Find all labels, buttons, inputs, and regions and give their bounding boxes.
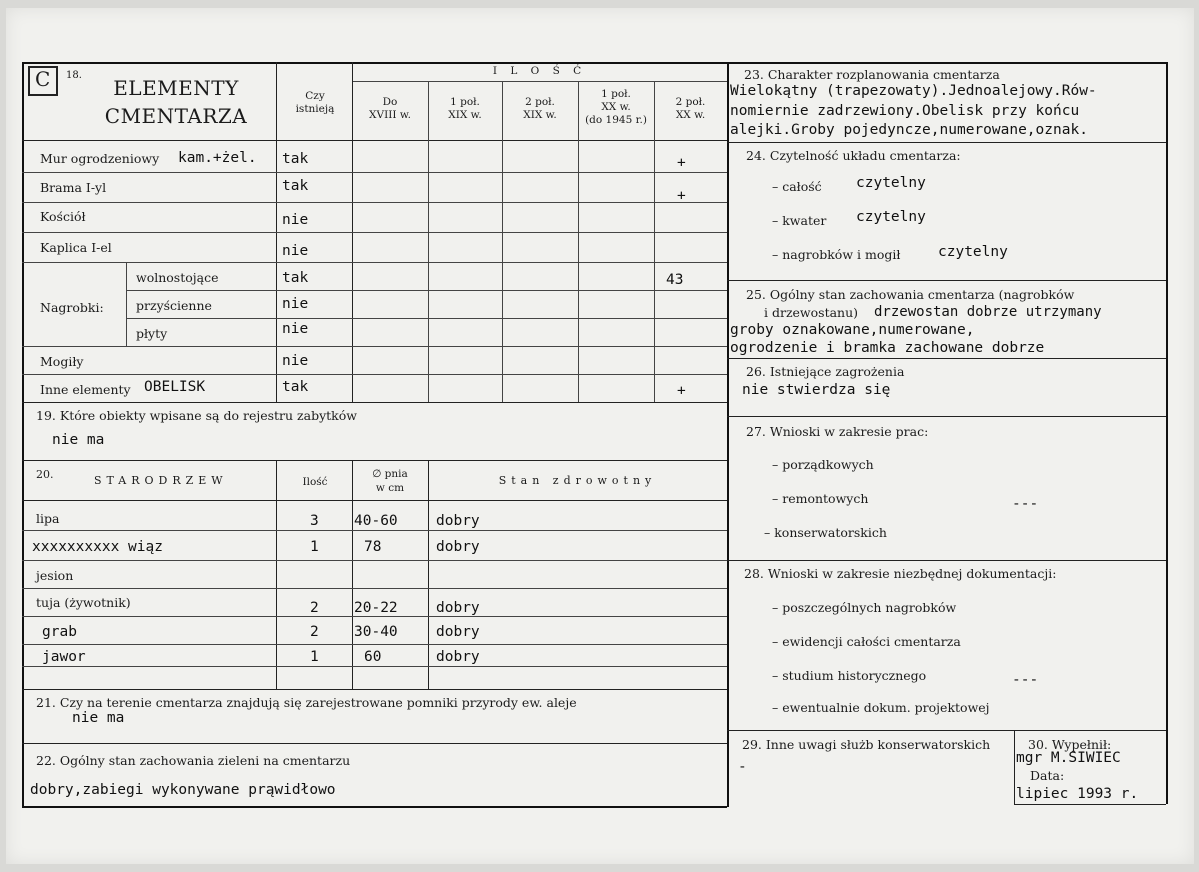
form-sheet xyxy=(6,8,1194,864)
tree-jesion-name: jesion xyxy=(36,568,74,583)
tree-tuja-ilosc: 2 xyxy=(310,600,319,616)
period-1-l2: XVIII w. xyxy=(369,109,411,121)
s23-bottom xyxy=(727,142,1166,143)
period-2-l2: XIX w. xyxy=(448,109,482,121)
period-3-l2: XIX w. xyxy=(523,109,557,121)
row-line xyxy=(22,232,727,233)
s26-bottom xyxy=(727,416,1166,417)
row-mogily-label: Mogiły xyxy=(40,354,84,369)
s21-bottom xyxy=(22,743,727,744)
s20-stan-header: Stan zdrowotny xyxy=(498,474,657,487)
ilosc-header: I L O Ś Ć xyxy=(492,65,587,77)
s20-pnia-header-1: ∅ pnia xyxy=(372,468,408,480)
ilosc-divider xyxy=(352,81,727,82)
tree-grab-name: grab xyxy=(42,624,77,640)
tree-lipa-ilosc: 3 xyxy=(310,513,319,529)
row-inne-p5: + xyxy=(677,383,686,399)
period-3-l1: 2 poł. xyxy=(525,96,555,108)
row-wolnostojace-p5: 43 xyxy=(666,272,684,288)
tree-grab-pien: 30-40 xyxy=(354,624,398,640)
row-kosciol-label: Kościół xyxy=(40,209,86,224)
s20-ilosc-header: Ilość xyxy=(302,476,328,488)
tree-row-line xyxy=(22,644,727,645)
czy-istnieja-header-1: Czy xyxy=(305,90,325,102)
s20-header-bottom xyxy=(22,500,727,501)
s25-typed-1: drzewostan dobrze utrzymany xyxy=(874,304,1102,320)
row-przyscienne-label: przyścienne xyxy=(136,298,212,313)
row-przyscienne-czy: nie xyxy=(282,296,309,312)
s22-value: dobry,zabiegi wykonywane prąwidłowo xyxy=(30,782,336,798)
s29-value: - xyxy=(738,759,747,775)
period-5-l1: 2 poł. xyxy=(675,96,706,108)
s19-label: 19. Które obiekty wpisane są do rejestru zabytków xyxy=(36,408,357,423)
row-mogily-czy: nie xyxy=(282,353,309,369)
row-line xyxy=(126,318,727,319)
tree-row-line xyxy=(22,666,727,667)
s20-col-stan xyxy=(428,460,429,689)
s22-label: 22. Ogólny stan zachowania zieleni na cmentarzu xyxy=(36,753,351,768)
tree-lipa-stan: dobry xyxy=(436,513,480,529)
tree-grab-stan: dobry xyxy=(436,624,480,640)
s25-typed-2: groby oznakowane,numerowane, xyxy=(730,322,975,338)
s23-line2: nomiernie zadrzewiony.Obelisk przy końcu xyxy=(730,103,1080,119)
s25-label-2: i drzewostanu) xyxy=(764,305,859,320)
s23-line3: alejki.Groby pojedyncze,numerowane,oznak. xyxy=(730,122,1088,138)
section-letter: C xyxy=(35,67,51,91)
s29-s30-divider xyxy=(1014,730,1015,804)
tree-row-line xyxy=(22,560,727,561)
s19-bottom xyxy=(22,460,727,461)
middle-border xyxy=(727,62,729,807)
row-mur-czy: tak xyxy=(282,151,309,167)
s28-item-ewidencji: – ewidencji całości cmentarza xyxy=(772,634,961,649)
s24-nagrobki-label: – nagrobków i mogił xyxy=(772,247,901,262)
s18-col-p2 xyxy=(428,81,429,402)
row-line xyxy=(22,202,727,203)
s28-item-studium: – studium historycznego xyxy=(772,668,927,683)
tree-tuja-pien: 20-22 xyxy=(354,600,398,616)
s30-data-label: Data: xyxy=(1030,768,1065,783)
period-1-l1: Do xyxy=(382,96,398,108)
s27-item-remontowych: – remontowych xyxy=(772,491,869,506)
s23-line1: Wielokątny (trapezowaty).Jednoalejowy.Rów- xyxy=(730,83,1097,99)
s24-bottom xyxy=(727,280,1166,281)
s20-number: 20. xyxy=(36,468,54,481)
nagrobki-divider xyxy=(126,262,127,346)
right-border xyxy=(1166,62,1168,804)
s24-calosc-value: czytelny xyxy=(856,175,926,191)
tree-tuja-name: tuja (żywotnik) xyxy=(36,595,131,610)
left-border xyxy=(22,62,24,807)
s30-date: lipiec 1993 r. xyxy=(1016,786,1139,802)
row-line xyxy=(22,172,727,173)
tree-jawor-ilosc: 1 xyxy=(310,649,319,665)
period-5-l2: XX w. xyxy=(675,109,706,121)
s24-calosc-label: – całość xyxy=(772,179,822,194)
row-line xyxy=(126,290,727,291)
row-inne-typed: OBELISK xyxy=(144,379,206,395)
s18-title-line1: ELEMENTY xyxy=(113,76,239,100)
row-wolnostojace-czy: tak xyxy=(282,270,309,286)
s27-bottom xyxy=(727,560,1166,561)
row-brama-p5: + xyxy=(677,188,686,204)
tree-lipa-pien: 40-60 xyxy=(354,513,398,529)
s25-bottom xyxy=(727,358,1166,359)
period-4-l3: (do 1945 r.) xyxy=(585,114,647,126)
bottom-border-left xyxy=(22,806,727,808)
row-mur-typed: kam.+żel. xyxy=(178,150,257,166)
s28-item-nagrobkow: – poszczególnych nagrobków xyxy=(772,600,957,615)
row-kaplica-czy: nie xyxy=(282,243,309,259)
tree-wiaz-pien: 78 xyxy=(364,539,382,555)
s27-label: 27. Wnioski w zakresie prac: xyxy=(746,424,929,439)
czy-istnieja-header-2: istnieją xyxy=(295,103,335,115)
tree-wiaz-name: xxxxxxxxxx wiąz xyxy=(32,539,163,555)
tree-jawor-stan: dobry xyxy=(436,649,480,665)
row-kaplica-label: Kaplica I-el xyxy=(40,240,112,255)
s18-bottom xyxy=(22,402,727,403)
row-line xyxy=(22,262,727,263)
row-inne-label: Inne elementy xyxy=(40,382,131,397)
s20-pnia-header-2: w cm xyxy=(375,482,405,494)
row-line xyxy=(22,346,727,347)
period-2-l1: 1 poł. xyxy=(450,96,480,108)
s20-col-ilosc xyxy=(276,460,277,689)
row-mur-label: Mur ogrodzeniowy xyxy=(40,151,160,166)
s28-label: 28. Wnioski w zakresie niezbędnej dokumentacji: xyxy=(744,566,1057,581)
s25-typed-3: ogrodzenie i bramka zachowane dobrze xyxy=(730,340,1045,356)
s27-dash: --- xyxy=(1012,496,1039,512)
row-brama-czy: tak xyxy=(282,178,309,194)
s28-dash: --- xyxy=(1012,672,1039,688)
s26-label: 26. Istniejące zagrożenia xyxy=(746,364,905,379)
tree-wiaz-ilosc: 1 xyxy=(310,539,319,555)
period-4-l2: XX w. xyxy=(601,101,631,113)
s30-name: mgr M.SIWIEC xyxy=(1016,750,1121,766)
s28-bottom xyxy=(727,730,1166,731)
tree-wiaz-stan: dobry xyxy=(436,539,480,555)
row-wolnostojace-label: wolnostojące xyxy=(136,270,219,285)
s21-label: 21. Czy na terenie cmentarza znajdują się zarejestrowane pomniki przyrody ew. aleje xyxy=(36,695,577,710)
row-line xyxy=(22,374,727,375)
s20-col-pien xyxy=(352,460,353,689)
row-mur-p5: + xyxy=(677,155,686,171)
s18-col-p4 xyxy=(578,81,579,402)
s20-title: STARODRZEW xyxy=(94,474,228,487)
s24-kwater-value: czytelny xyxy=(856,209,926,225)
tree-lipa-name: lipa xyxy=(36,511,60,526)
tree-tuja-stan: dobry xyxy=(436,600,480,616)
tree-jawor-pien: 60 xyxy=(364,649,382,665)
s29-label: 29. Inne uwagi służb konserwatorskich xyxy=(742,737,991,752)
s27-item-konserwatorskich: – konserwatorskich xyxy=(764,525,887,540)
row-kosciol-czy: nie xyxy=(282,212,309,228)
tree-row-line xyxy=(22,530,727,531)
row-plyty-label: płyty xyxy=(136,326,168,341)
period-4-l1: 1 poł. xyxy=(601,88,631,100)
row-inne-czy: tak xyxy=(282,379,309,395)
s28-item-projektowej: – ewentualnie dokum. projektowej xyxy=(772,700,990,715)
s18-number: 18. xyxy=(66,70,82,81)
row-plyty-czy: nie xyxy=(282,321,309,337)
s24-kwater-label: – kwater xyxy=(772,213,827,228)
s23-label: 23. Charakter rozplanowania cmentarza xyxy=(744,67,1000,82)
s18-title-line2: CMENTARZA xyxy=(104,104,248,128)
s25-label-1: 25. Ogólny stan zachowania cmentarza (nagrobków xyxy=(746,287,1075,302)
s18-header-bottom xyxy=(22,140,727,141)
nagrobki-label: Nagrobki: xyxy=(40,300,104,315)
s30-bottom xyxy=(1014,804,1166,805)
s18-col-p5 xyxy=(654,81,655,402)
s24-label: 24. Czytelność układu cmentarza: xyxy=(746,148,961,163)
s27-item-porzadkowych: – porządkowych xyxy=(772,457,874,472)
s21-value: nie ma xyxy=(72,710,125,726)
tree-row-line xyxy=(22,588,727,589)
s20-bottom xyxy=(22,689,727,690)
s26-value: nie stwierdza się xyxy=(742,382,891,398)
s19-value: nie ma xyxy=(52,432,105,448)
tree-grab-ilosc: 2 xyxy=(310,624,319,640)
top-border xyxy=(22,62,1166,64)
s18-col-p3 xyxy=(502,81,503,402)
s30-label: 30. Wypełnił: xyxy=(1028,737,1112,752)
tree-jawor-name: jawor xyxy=(42,649,86,665)
s24-nagrobki-value: czytelny xyxy=(938,244,1008,260)
tree-row-line xyxy=(22,616,727,617)
row-brama-label: Brama I-yl xyxy=(40,180,107,195)
